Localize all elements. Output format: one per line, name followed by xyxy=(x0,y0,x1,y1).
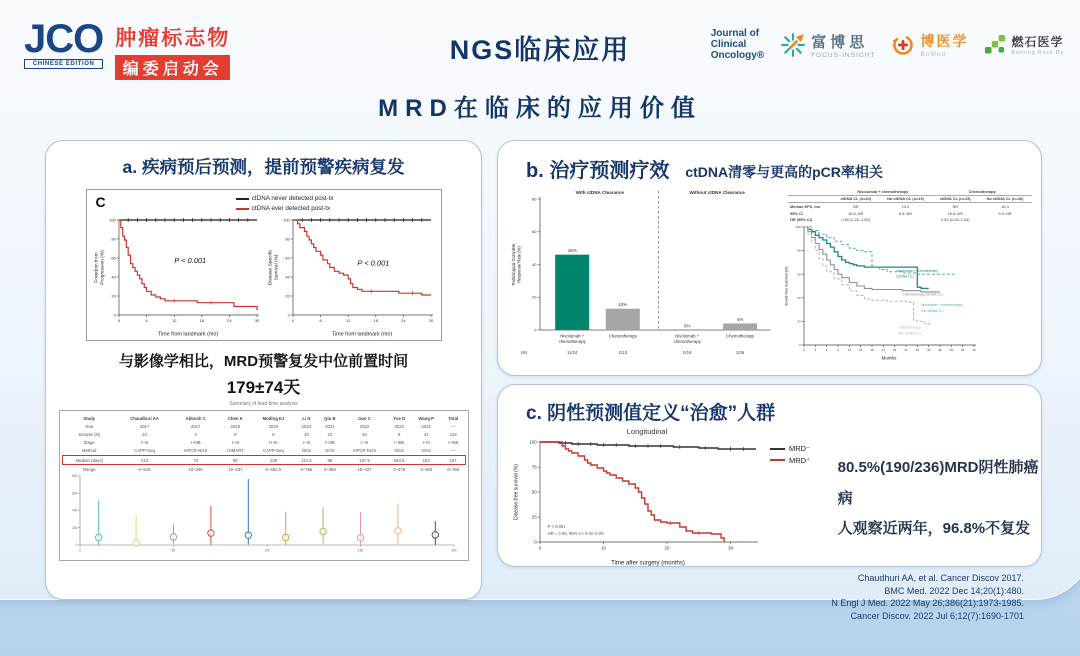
bomed-logo xyxy=(891,31,968,58)
svg-text:30: 30 xyxy=(428,317,433,323)
bomed-text xyxy=(920,31,968,58)
svg-text:2/15: 2/15 xyxy=(618,350,627,355)
svg-text:150: 150 xyxy=(357,548,363,553)
svg-text:20: 20 xyxy=(284,293,290,299)
svg-text:(No ctDNA CL): (No ctDNA CL) xyxy=(898,331,921,336)
km-plots xyxy=(92,215,438,337)
journal-of-clinical-oncology-logo xyxy=(711,28,764,62)
svg-text:0: 0 xyxy=(534,327,537,333)
legend-label: MRD⁻ xyxy=(789,444,811,453)
svg-text:Progression (%): Progression (%) xyxy=(100,250,105,285)
svg-text:50: 50 xyxy=(171,548,175,553)
svg-text:3: 3 xyxy=(814,347,817,352)
svg-text:Nivolumab + chemotherapy: Nivolumab + chemotherapy xyxy=(921,303,963,308)
burning-rock-en: Burning Rock Dx xyxy=(1011,50,1064,57)
svg-text:Chemotherapy: Chemotherapy xyxy=(608,333,637,339)
efs-figure xyxy=(782,184,1038,361)
svg-text:Time from landmark (mo): Time from landmark (mo) xyxy=(157,331,218,337)
legend-swatch xyxy=(770,448,785,450)
svg-text:50: 50 xyxy=(531,489,537,495)
svg-text:With ctDNA Clearance: With ctDNA Clearance xyxy=(575,190,624,195)
svg-text:800: 800 xyxy=(71,474,77,479)
focus-insight-text xyxy=(811,31,875,59)
panel-b-title: b. 治疗预测疗效 xyxy=(526,160,670,182)
pcr-bar-chart xyxy=(508,184,776,368)
svg-text:0: 0 xyxy=(287,312,290,318)
burning-rock-text xyxy=(1011,33,1064,56)
svg-text:200: 200 xyxy=(71,526,77,531)
legend-label: MRD⁺ xyxy=(789,455,811,465)
svg-text:15: 15 xyxy=(858,347,863,352)
panel-c-npv xyxy=(497,384,1042,567)
svg-text:6: 6 xyxy=(825,347,828,352)
svg-text:100: 100 xyxy=(263,548,270,553)
svg-text:0: 0 xyxy=(538,545,542,551)
panel-a-title: a. 疾病预后预测，提前预警疾病复发 xyxy=(122,157,405,177)
svg-text:0/19: 0/19 xyxy=(683,350,692,355)
svg-text:100: 100 xyxy=(108,217,116,223)
svg-text:33: 33 xyxy=(926,347,931,352)
burning-rock-icon xyxy=(984,35,1006,55)
svg-text:P < 0.001: P < 0.001 xyxy=(547,524,566,529)
svg-text:(No ctDNA CL): (No ctDNA CL) xyxy=(921,308,944,313)
summary-table-caption: Summary of lead-time analysis xyxy=(229,401,298,407)
references xyxy=(831,572,1024,622)
svg-text:20: 20 xyxy=(797,319,801,324)
svg-text:Nivolumab +: Nivolumab + xyxy=(560,333,585,339)
svg-text:100: 100 xyxy=(795,225,801,230)
reference-line: BMC Med. 2022 Dec 14;20(1):480. xyxy=(884,585,1024,596)
journal-logo-line: Clinical xyxy=(710,39,747,51)
svg-text:Without ctDNA Clearance: Without ctDNA Clearance xyxy=(689,190,745,195)
svg-text:24: 24 xyxy=(892,347,897,352)
svg-text:P < 0.001: P < 0.001 xyxy=(356,258,389,268)
jco-logo-left xyxy=(24,17,104,69)
page-title: NGS临床应用 xyxy=(449,35,631,65)
svg-text:400: 400 xyxy=(71,508,77,513)
svg-text:18: 18 xyxy=(199,317,204,323)
panel-b-header xyxy=(526,154,1041,183)
svg-text:24: 24 xyxy=(400,317,406,323)
svg-text:0: 0 xyxy=(113,312,116,318)
svg-text:12: 12 xyxy=(847,347,852,352)
panel-c-title: c. 阴性预测值定义“治愈”人群 xyxy=(526,403,776,424)
focus-insight-logo xyxy=(780,31,875,59)
svg-text:42: 42 xyxy=(960,347,965,352)
svg-text:0: 0 xyxy=(117,317,120,323)
efs-km-chart xyxy=(782,223,1038,361)
lead-time-summary-figure xyxy=(59,410,469,561)
event-name xyxy=(115,22,230,80)
legend-swatch xyxy=(770,459,785,461)
svg-text:Chemotherapy: Chemotherapy xyxy=(726,333,755,339)
svg-text:P < 0.001: P < 0.001 xyxy=(173,255,206,265)
svg-text:100: 100 xyxy=(529,439,537,445)
svg-text:24: 24 xyxy=(226,317,232,323)
figure-label: C xyxy=(95,194,106,210)
reference-line: Chaudhuri AA, et al. Cancer Discov 2017. xyxy=(857,573,1024,583)
svg-text:40: 40 xyxy=(797,295,801,300)
svg-text:18: 18 xyxy=(870,347,874,352)
legend-swatch xyxy=(236,198,249,200)
event-name-line1: 肿瘤标志物 xyxy=(115,27,231,50)
bomed-en: BoMed xyxy=(920,51,947,59)
burning-rock-cn: 燃石医学 xyxy=(1011,35,1064,50)
panel-b-treatment-prediction xyxy=(497,140,1042,376)
svg-text:chemotherapy: chemotherapy xyxy=(673,339,701,344)
svg-text:12: 12 xyxy=(345,317,350,323)
npv-summary-line1: 80.5%(190/236)MRD阴性肺癌病 xyxy=(837,458,1039,507)
partner-logos xyxy=(711,28,1064,62)
dfs-legend xyxy=(770,443,810,466)
svg-text:Disease-Specific: Disease-Specific xyxy=(268,249,273,286)
svg-text:4%: 4% xyxy=(736,316,744,322)
svg-text:20: 20 xyxy=(532,294,537,300)
dfs-chart-block xyxy=(512,427,832,571)
svg-text:Time after surgery (months): Time after surgery (months) xyxy=(611,560,685,566)
svg-text:25: 25 xyxy=(531,514,537,520)
svg-text:40: 40 xyxy=(284,274,290,280)
svg-text:11/24: 11/24 xyxy=(566,350,578,355)
svg-text:12: 12 xyxy=(171,317,176,323)
km-figure-legend xyxy=(236,194,334,214)
legend-item xyxy=(770,443,810,455)
svg-text:18: 18 xyxy=(373,317,378,323)
svg-text:0: 0 xyxy=(291,317,294,323)
svg-text:0: 0 xyxy=(75,543,77,548)
lead-time-table: Study Chaudhuri AA Abbosh C Chen K Moding EJ Li N Qiu B Guo C Yue D Wang P Total Year 2017 2017 2019 2020 2022 2021 2022 2022 2021 — Sample (N) 10 4 8 8 10 24 10 8 41 119 Stage I–III I–IIIB I–III II–III I–III I–IIIB I–III I–IIIB I–III I–IIIB Method CAPP-Seq mPCR-NGS cSMART CAPP-Seq NGS NGS mPCR-NGS NGS NGS — Median (days) 213 70 90 138 114.5 88 137.5 264.5 183 167 Range 0–518 10–346 19–237 0–452.5 6–766 0–386 18–437 0–378 3–480 0–766 xyxy=(62,414,466,473)
jco-logo-text: JCO xyxy=(24,17,104,61)
svg-text:Event-free Survival (%): Event-free Survival (%) xyxy=(784,266,789,306)
svg-text:80: 80 xyxy=(110,236,116,242)
svg-text:60: 60 xyxy=(797,272,801,277)
svg-text:39: 39 xyxy=(949,347,954,352)
panel-a-km-figure xyxy=(86,189,442,341)
jco-logo xyxy=(24,17,231,80)
lead-time-range-plot xyxy=(62,473,460,555)
svg-text:80: 80 xyxy=(532,196,537,202)
km-chart-disease-specific-survival xyxy=(266,215,438,337)
bomed-cn: 博医学 xyxy=(920,33,969,50)
svg-text:60: 60 xyxy=(110,255,116,261)
svg-text:13%: 13% xyxy=(618,302,628,308)
legend-label: ctDNA ever detected post-tx xyxy=(251,204,331,212)
svg-text:200: 200 xyxy=(450,548,457,553)
starburst-icon xyxy=(780,32,806,58)
svg-text:0: 0 xyxy=(534,539,537,545)
svg-text:20: 20 xyxy=(110,293,116,299)
svg-text:Response Rate (%): Response Rate (%) xyxy=(516,246,522,283)
legend-item xyxy=(236,204,334,214)
dfs-chart-title: Longitudinal xyxy=(626,427,668,436)
dfs-km-chart xyxy=(512,436,764,566)
svg-text:10: 10 xyxy=(601,545,607,551)
svg-text:Pathological Complete: Pathological Complete xyxy=(511,243,516,286)
reference-line: N Engl J Med. 2022 May 26;386(21):1973-1985. xyxy=(831,598,1024,609)
efs-stats-table: Nivolumab + chemotherapy Chemotherapy ctDNA CL (n=24) No ctDNA CL (n=19) ctDNA CL (n=15) No ctDNA CL (n=26) Median EFS, mo NR 13.9 NR 16.3 95% CI 16.6–NR 8.5–NR 16.6–NR 9.4–NR HR (95% CI) 0.60 (0.20–1.82) 0.63 (0.26–1.54) xyxy=(788,188,1032,223)
svg-text:Months: Months xyxy=(881,355,897,361)
legend-label: ctDNA never detected post-tx xyxy=(251,195,334,202)
svg-text:Nivolumab + chemotherapy: Nivolumab + chemotherapy xyxy=(896,268,938,273)
event-name-line2: 编委启动会 xyxy=(115,55,230,80)
svg-text:Time from landmark (mo): Time from landmark (mo) xyxy=(331,331,392,337)
svg-text:40: 40 xyxy=(532,261,537,267)
svg-text:Survival (%): Survival (%) xyxy=(274,254,279,281)
svg-text:80: 80 xyxy=(797,248,801,253)
svg-text:Nivolumab +: Nivolumab + xyxy=(675,333,700,339)
focus-insight-cn: 富博思 xyxy=(811,33,869,51)
svg-text:(ctDNA CL): (ctDNA CL) xyxy=(896,274,914,279)
svg-text:6: 6 xyxy=(318,317,322,323)
svg-text:36: 36 xyxy=(938,347,942,352)
svg-text:chemotherapy: chemotherapy xyxy=(558,339,586,344)
svg-text:600: 600 xyxy=(71,491,77,496)
journal-logo-line: Journal of xyxy=(710,28,760,39)
svg-text:46%: 46% xyxy=(567,248,577,254)
svg-text:60: 60 xyxy=(284,255,290,261)
burning-rock-logo xyxy=(984,33,1064,56)
journal-logo-line: Oncology® xyxy=(710,50,765,62)
panel-b-subtitle: ctDNA清零与更高的pCR率相关 xyxy=(685,164,883,180)
svg-text:100: 100 xyxy=(282,217,290,223)
svg-text:9: 9 xyxy=(837,347,839,352)
svg-text:27: 27 xyxy=(904,347,908,352)
reference-line: Cancer Discov. 2022 Jul 6;12(7):1690-1701 xyxy=(850,610,1024,621)
svg-text:40: 40 xyxy=(110,274,116,280)
svg-text:0: 0 xyxy=(78,548,81,553)
npv-summary-text xyxy=(838,453,1041,545)
svg-text:30: 30 xyxy=(915,347,920,352)
legend-item xyxy=(770,455,810,467)
svg-text:0: 0 xyxy=(803,347,805,352)
svg-text:60: 60 xyxy=(532,229,537,235)
panel-c-body xyxy=(498,427,1041,571)
svg-text:1/26: 1/26 xyxy=(735,350,745,355)
npv-summary-line2: 人观察近两年，96.8%不复发 xyxy=(837,520,1031,538)
svg-text:Chemotherapy: Chemotherapy xyxy=(898,325,921,330)
svg-text:75: 75 xyxy=(531,464,537,470)
svg-text:0: 0 xyxy=(799,343,801,348)
svg-text:80: 80 xyxy=(284,236,290,242)
svg-text:21: 21 xyxy=(881,347,886,352)
bomed-icon xyxy=(891,33,915,57)
panel-a-prognosis xyxy=(45,140,482,600)
legend-swatch xyxy=(236,208,249,210)
jco-edition-label: CHINESE EDITION xyxy=(24,59,103,69)
lead-time-text: 与影像学相比，MRD预警复发中位前置时间 xyxy=(118,353,409,370)
svg-text:Chemotherapy (ctDNA CL): Chemotherapy (ctDNA CL) xyxy=(902,292,943,297)
svg-text:0%: 0% xyxy=(683,323,691,329)
focus-insight-en: FOCUS-INSIGHT xyxy=(811,51,876,59)
legend-item xyxy=(236,194,334,204)
svg-text:20: 20 xyxy=(664,545,670,551)
slide-title: MRD在临床的应用价值 xyxy=(378,95,702,122)
svg-text:n/N: n/N xyxy=(520,350,528,355)
svg-text:HR = 0.05, 95% CI: 0.01–0.09: HR = 0.05, 95% CI: 0.01–0.09 xyxy=(547,531,604,536)
lead-time-days: 179±74天 xyxy=(226,378,301,397)
panel-b-body xyxy=(498,184,1041,368)
km-chart-freedom-from-progression xyxy=(92,215,264,337)
svg-text:30: 30 xyxy=(728,545,734,551)
svg-text:30: 30 xyxy=(254,317,259,323)
svg-text:45: 45 xyxy=(972,347,976,352)
svg-text:Freedom from: Freedom from xyxy=(94,252,99,283)
svg-text:Disease-free survival (%): Disease-free survival (%) xyxy=(513,464,520,520)
svg-text:6: 6 xyxy=(144,317,148,323)
